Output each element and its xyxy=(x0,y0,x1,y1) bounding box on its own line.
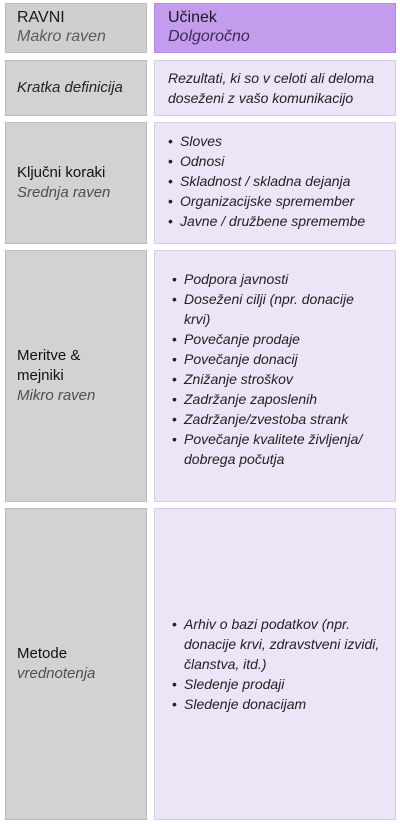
list-item xyxy=(168,191,387,211)
bullet-icon: • xyxy=(168,213,173,229)
methods-label-cell xyxy=(5,508,147,820)
list-item xyxy=(168,171,387,191)
bullet-icon: • xyxy=(172,391,177,407)
header-impact-cell xyxy=(154,3,396,53)
list-item xyxy=(168,211,387,231)
list-item-text: Odnosi xyxy=(180,153,225,169)
list-item-text: Povečanje kvalitete življenja/ dobrega počutja xyxy=(184,431,363,467)
definition-label-cell xyxy=(5,60,147,116)
list-item xyxy=(172,694,389,714)
bullet-icon: • xyxy=(172,431,177,447)
header-impact-subtitle: Dolgoročno xyxy=(168,28,250,45)
bullet-icon: • xyxy=(172,371,177,387)
key-steps-sublabel: Srednja raven xyxy=(17,184,111,201)
list-item-text: Zadržanje zaposlenih xyxy=(184,391,318,407)
bullet-icon: • xyxy=(172,351,177,367)
bullet-icon: • xyxy=(172,696,177,712)
list-item xyxy=(168,131,387,151)
list-item xyxy=(172,269,383,289)
list-item-text: Sloves xyxy=(180,133,223,149)
key-steps-label: Ključni koraki xyxy=(17,164,106,181)
methods-list xyxy=(172,614,389,714)
bullet-icon: • xyxy=(172,291,177,307)
list-item-text: Sledenje donacijam xyxy=(184,696,307,712)
list-item-text: Podpora javnosti xyxy=(184,271,289,287)
list-item xyxy=(172,409,383,429)
definition-text: Rezultati, ki so v celoti ali deloma doseženi z vašo komunikacijo xyxy=(168,70,375,106)
list-item xyxy=(172,429,383,469)
list-item-text: Skladnost / skladna dejanja xyxy=(180,173,351,189)
bullet-icon: • xyxy=(168,133,173,149)
bullet-icon: • xyxy=(172,271,177,287)
header-impact-title: Učinek xyxy=(168,9,217,26)
methods-label: Metode xyxy=(17,645,68,662)
list-item xyxy=(172,614,389,674)
list-item-text: Zadržanje/zvestoba strank xyxy=(184,411,349,427)
list-item-text: Javne / družbene spremembe xyxy=(180,213,366,229)
bullet-icon: • xyxy=(172,676,177,692)
metrics-list xyxy=(172,269,383,469)
list-item-text: Arhiv o bazi podatkov (npr. donacije krvi, zdravstveni izvidi, članstva, itd.) xyxy=(184,616,380,672)
metrics-label-cell xyxy=(5,250,147,502)
metrics-label: Meritve & mejniki xyxy=(17,347,81,384)
definition-text-cell xyxy=(154,60,396,116)
list-item-text: Povečanje donacij xyxy=(184,351,298,367)
list-item xyxy=(172,389,383,409)
list-item-text: Organizacijske spremember xyxy=(180,193,355,209)
list-item xyxy=(168,151,387,171)
list-item xyxy=(172,329,383,349)
list-item-text: Povečanje prodaje xyxy=(184,331,300,347)
list-item xyxy=(172,369,383,389)
list-item xyxy=(172,289,383,329)
list-item xyxy=(172,674,389,694)
list-item-text: Doseženi cilji (npr. donacije krvi) xyxy=(184,291,354,327)
bullet-icon: • xyxy=(172,411,177,427)
key-steps-label-cell xyxy=(5,122,147,244)
definition-label: Kratka definicija xyxy=(17,79,123,96)
key-steps-list xyxy=(168,131,387,231)
bullet-icon: • xyxy=(168,153,173,169)
list-item-text: Znižanje stroškov xyxy=(184,371,293,387)
header-levels-subtitle: Makro raven xyxy=(17,28,106,45)
metrics-sublabel: Mikro raven xyxy=(17,387,96,404)
bullet-icon: • xyxy=(172,616,177,632)
key-steps-list-cell xyxy=(154,122,396,244)
header-levels-cell xyxy=(5,3,147,53)
bullet-icon: • xyxy=(168,173,173,189)
header-levels-title: RAVNI xyxy=(17,9,65,26)
bullet-icon: • xyxy=(168,193,173,209)
methods-list-cell xyxy=(154,508,396,820)
list-item xyxy=(172,349,383,369)
bullet-icon: • xyxy=(172,331,177,347)
methods-sublabel: vrednotenja xyxy=(17,665,96,682)
list-item-text: Sledenje prodaji xyxy=(184,676,285,692)
metrics-list-cell xyxy=(154,250,396,502)
